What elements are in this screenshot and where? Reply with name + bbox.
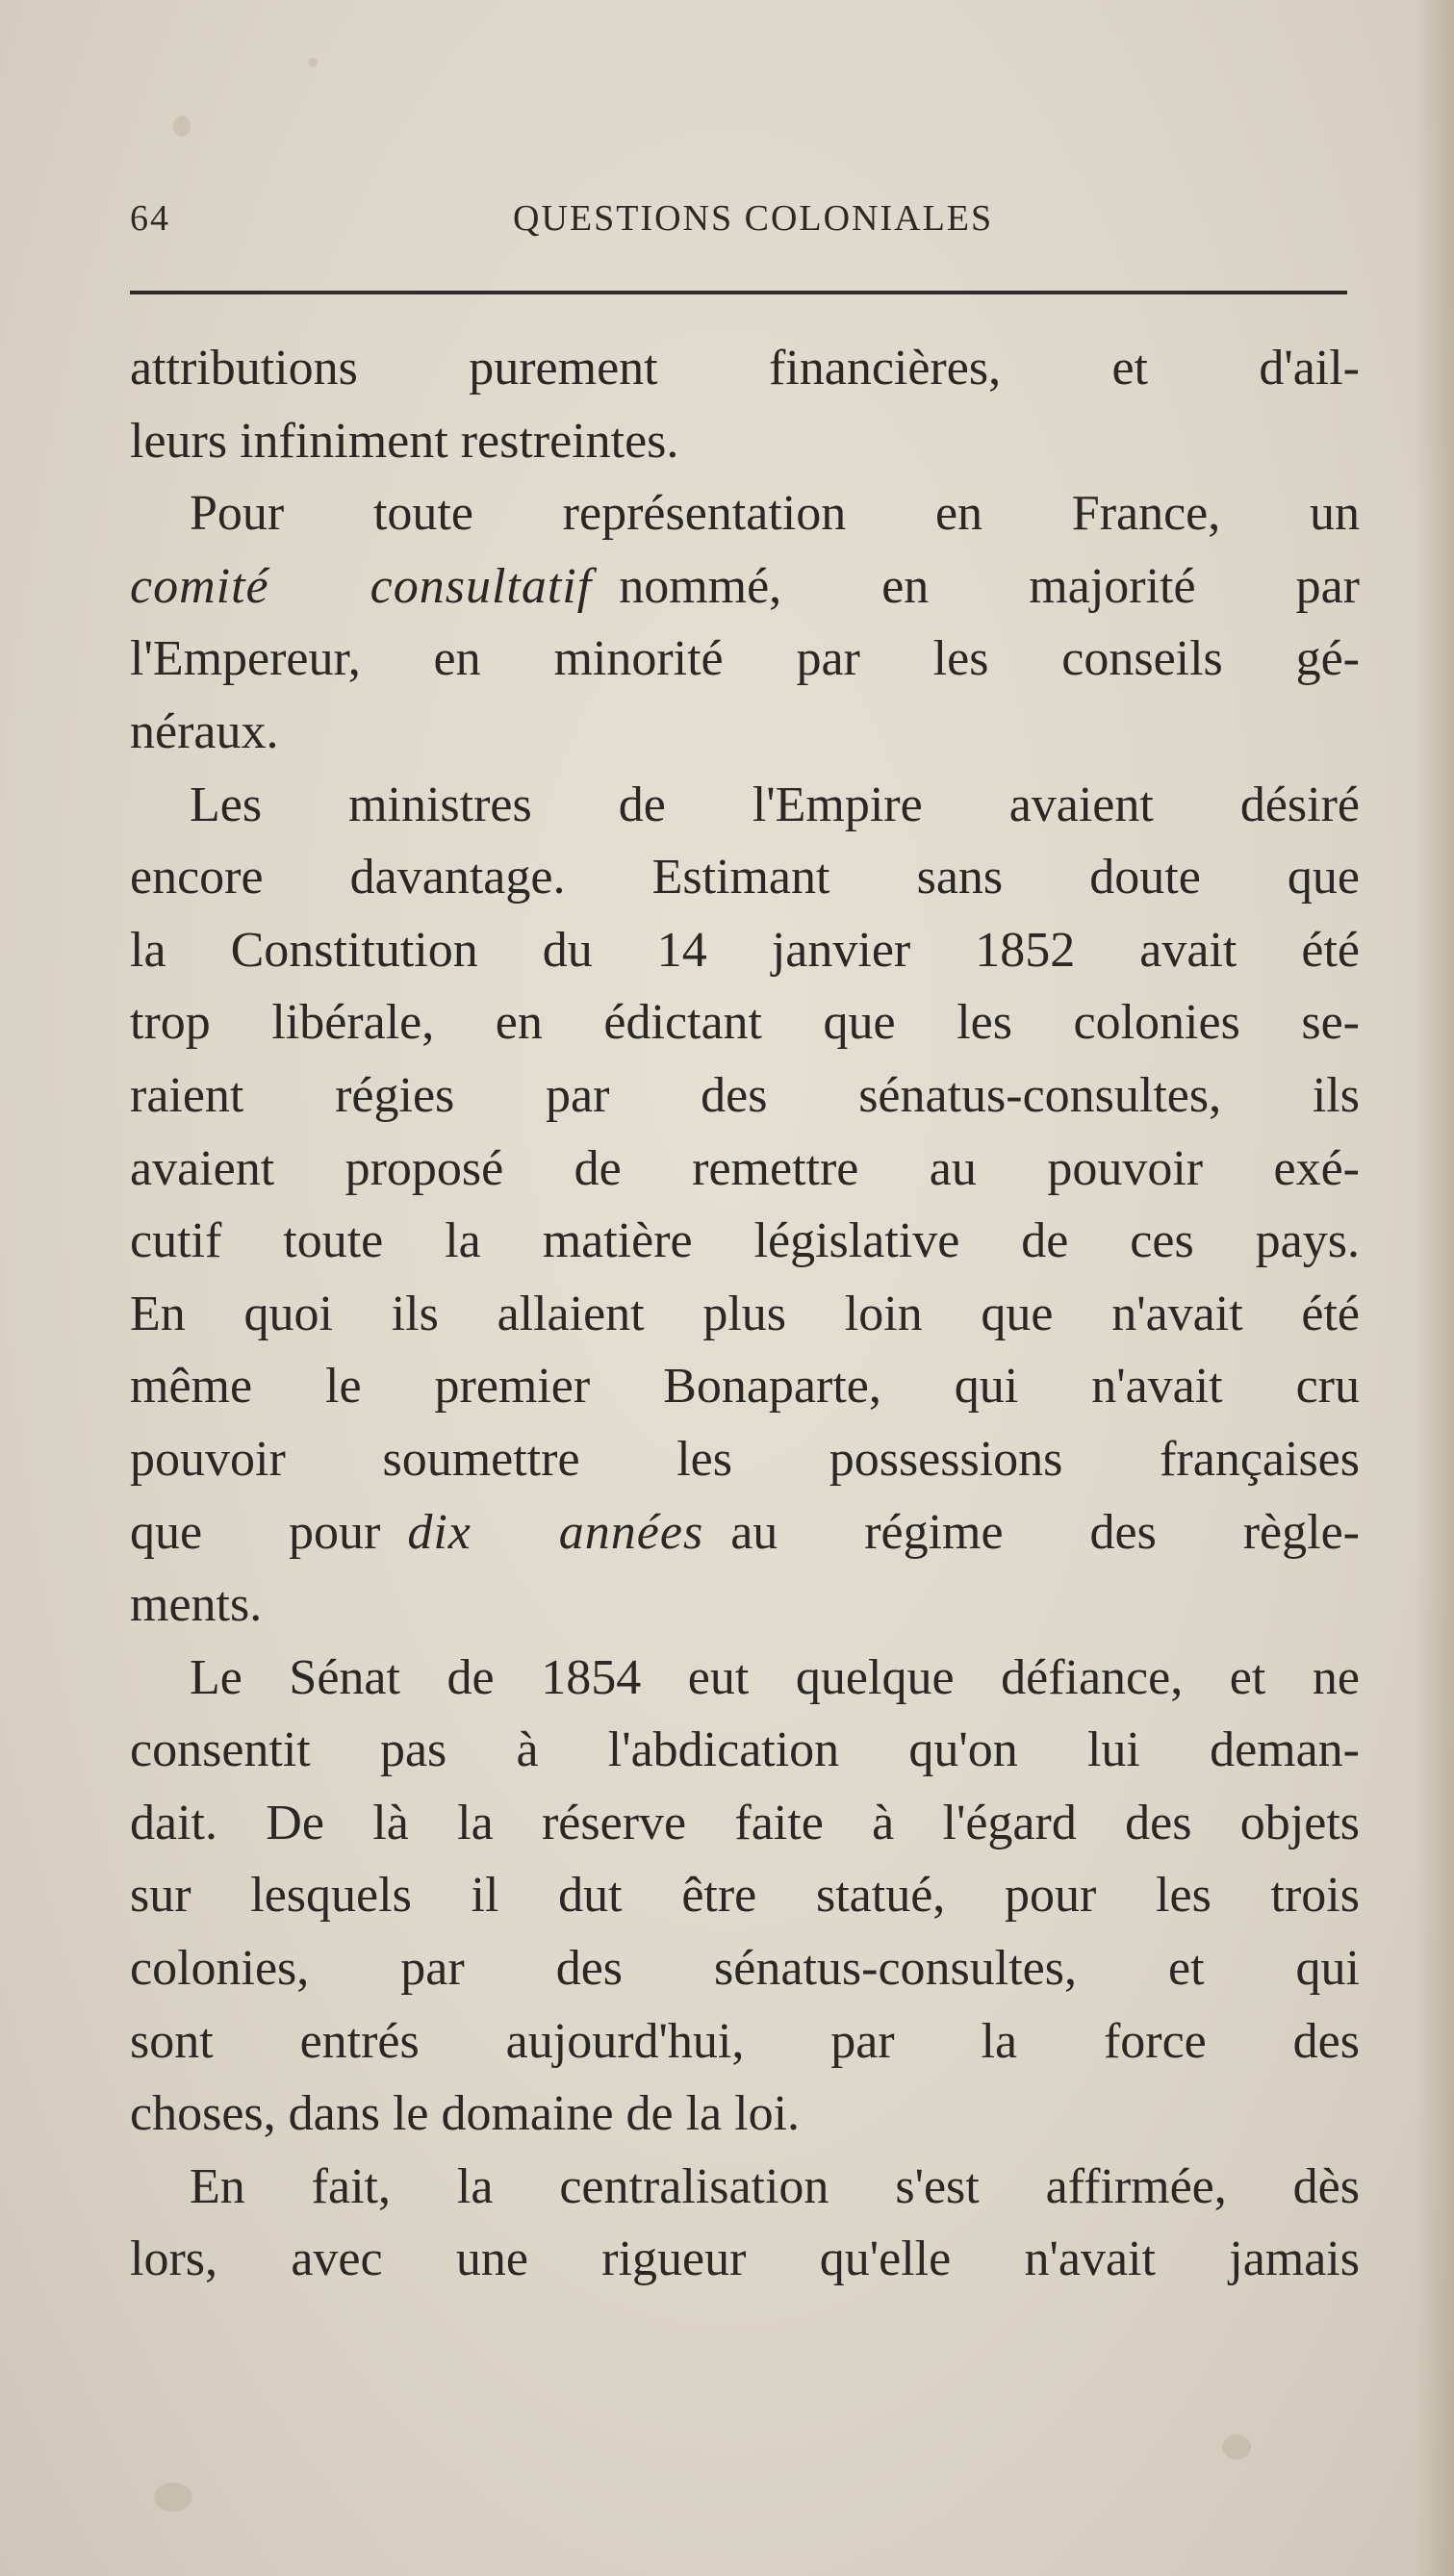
foxing-spot <box>173 115 191 137</box>
text-line: consentit pas à l'abdication qu'on lui deman- <box>130 1722 1360 1778</box>
foxing-spot <box>154 2483 192 2512</box>
text-line: même le premier Bonaparte, qui n'avait cru <box>130 1359 1360 1415</box>
foxing-spot <box>1222 2435 1251 2460</box>
text-line: attributions purement financières, et d'ail- <box>130 341 1360 395</box>
text-line: ments. <box>130 1577 263 1633</box>
italic-term: comité consultatif <box>130 558 593 614</box>
text-line: En fait, la centralisation s'est affirmée, dès <box>190 2158 1360 2214</box>
text-line: leurs infiniment restreintes. <box>130 413 679 469</box>
text-line: la Constitution du 14 janvier 1852 avait été <box>130 922 1360 978</box>
text-line: Les ministres de l'Empire avaient désiré <box>190 777 1360 832</box>
text-line: Le Sénat de 1854 eut quelque défiance, et ne <box>190 1649 1360 1705</box>
text-line: cutif toute la matière législative de ces pays. <box>130 1213 1360 1269</box>
text-line: encore davantage. Estimant sans doute que <box>130 850 1360 905</box>
text-line: sont entrés aujourd'hui, par la force des <box>130 2013 1360 2069</box>
text-line: pouvoir soumettre les possessions françaises <box>130 1431 1360 1487</box>
page-number: 64 <box>130 198 170 239</box>
text-line: dait. De là la réserve faite à l'égard des objets <box>130 1795 1360 1850</box>
running-title: QUESTIONS COLONIALES <box>513 198 994 239</box>
running-head <box>130 197 1347 255</box>
text-line: colonies, par des sénatus-consultes, et qui <box>130 1941 1360 1997</box>
italic-term: dix années <box>407 1504 704 1560</box>
text-line: l'Empereur, en minorité par les conseils gé- <box>130 631 1360 687</box>
text-line <box>130 1496 1360 1569</box>
text-line: raient régies par des sénatus-consultes, ils <box>130 1067 1360 1123</box>
text-segment: au régime des règle- <box>730 1504 1360 1560</box>
text-line: trop libérale, en édictant que les colonies se- <box>130 995 1360 1051</box>
text-line: En quoi ils allaient plus loin que n'avait été <box>130 1286 1360 1341</box>
text-line: Pour toute représentation en France, un <box>190 486 1360 542</box>
text-line: sur lesquels il dut être statué, pour les trois <box>130 1868 1360 1924</box>
page-edge-shadow <box>1416 0 1454 2576</box>
text-segment: nommé, en majorité par <box>619 558 1360 614</box>
body-text <box>130 332 1360 2296</box>
text-line <box>130 550 1360 624</box>
foxing-spot <box>308 58 318 67</box>
text-line: avaient proposé de remettre au pouvoir exé- <box>130 1140 1360 1196</box>
text-line: choses, dans le domaine de la loi. <box>130 2086 801 2142</box>
text-line: lors, avec une rigueur qu'elle n'avait jamais <box>130 2232 1360 2287</box>
text-line: néraux. <box>130 703 279 759</box>
text-segment: que pour <box>130 1504 381 1560</box>
header-rule <box>130 291 1347 294</box>
